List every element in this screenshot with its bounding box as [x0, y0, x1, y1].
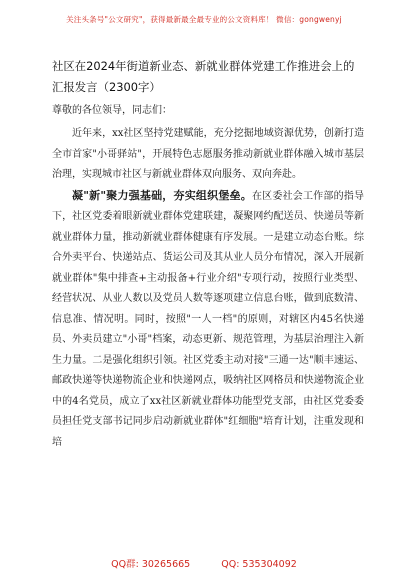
footer-qq-group: QQ群: 30265665 [111, 559, 191, 570]
section-1-paragraph [52, 186, 364, 454]
section-1-heading: 凝"新"聚力强基础，夯实组织堡垒。 [72, 188, 252, 202]
header-note: 关注头条号"公文研究"，获得最新最全最专业的公文资料库！ 微信：gongwenyj [66, 15, 342, 24]
section-1-text: 在区委社会工作部的指导下，社区党委着眼新就业群体党建联建，凝聚网约配送员、快递员等新就业群体力量，推动新就业群体健康有序发展。一是建立动态台账。综合外卖平台、快递站点、货运公司及其从业人员分布情况，深入开展新就业群体"集中排查+主动报备+行业介绍"专项行动，按照行业类型、经营状况、从业人数以及党员人数等逐项建立信息台账，做到底数清、信息准、情况明。同时，按照"一人一档"的原则，对辖区内45名快递员、外卖员建立"小哥"档案，动态更新、规范管理，为基层治理注入新生力量。二是强化组织引领。社区党委主动对接"三通一达"顺丰速运、邮政快递等快递物流企业和快递网点，吸纳社区网格员和快递物流企业中的4名党员，成立了xx社区新就业群体功能型党支部，由社区党委委员担任党支部书记同步启动新就业群体"红细胞"培育计划，注重发现和培 [52, 190, 365, 448]
document-body [52, 124, 364, 453]
intro-paragraph: 近年来，xx社区坚持党建赋能，充分挖掘地域资源优势，创新打造全市首家"小哥驿站"，开展特色志愿服务推动新就业群体融入城市基层治理，实现城市社区与新就业群体双向服务、双向奔赴。 [52, 128, 364, 180]
document-title: 社区在2024年街道新业态、新就业群体党建工作推进会上的汇报发言（2300字） [52, 59, 355, 94]
footer-qq: QQ: 535304092 [221, 559, 297, 570]
footer-contact [0, 556, 408, 570]
salutation: 尊敬的各位领导，同志们： [52, 105, 172, 116]
